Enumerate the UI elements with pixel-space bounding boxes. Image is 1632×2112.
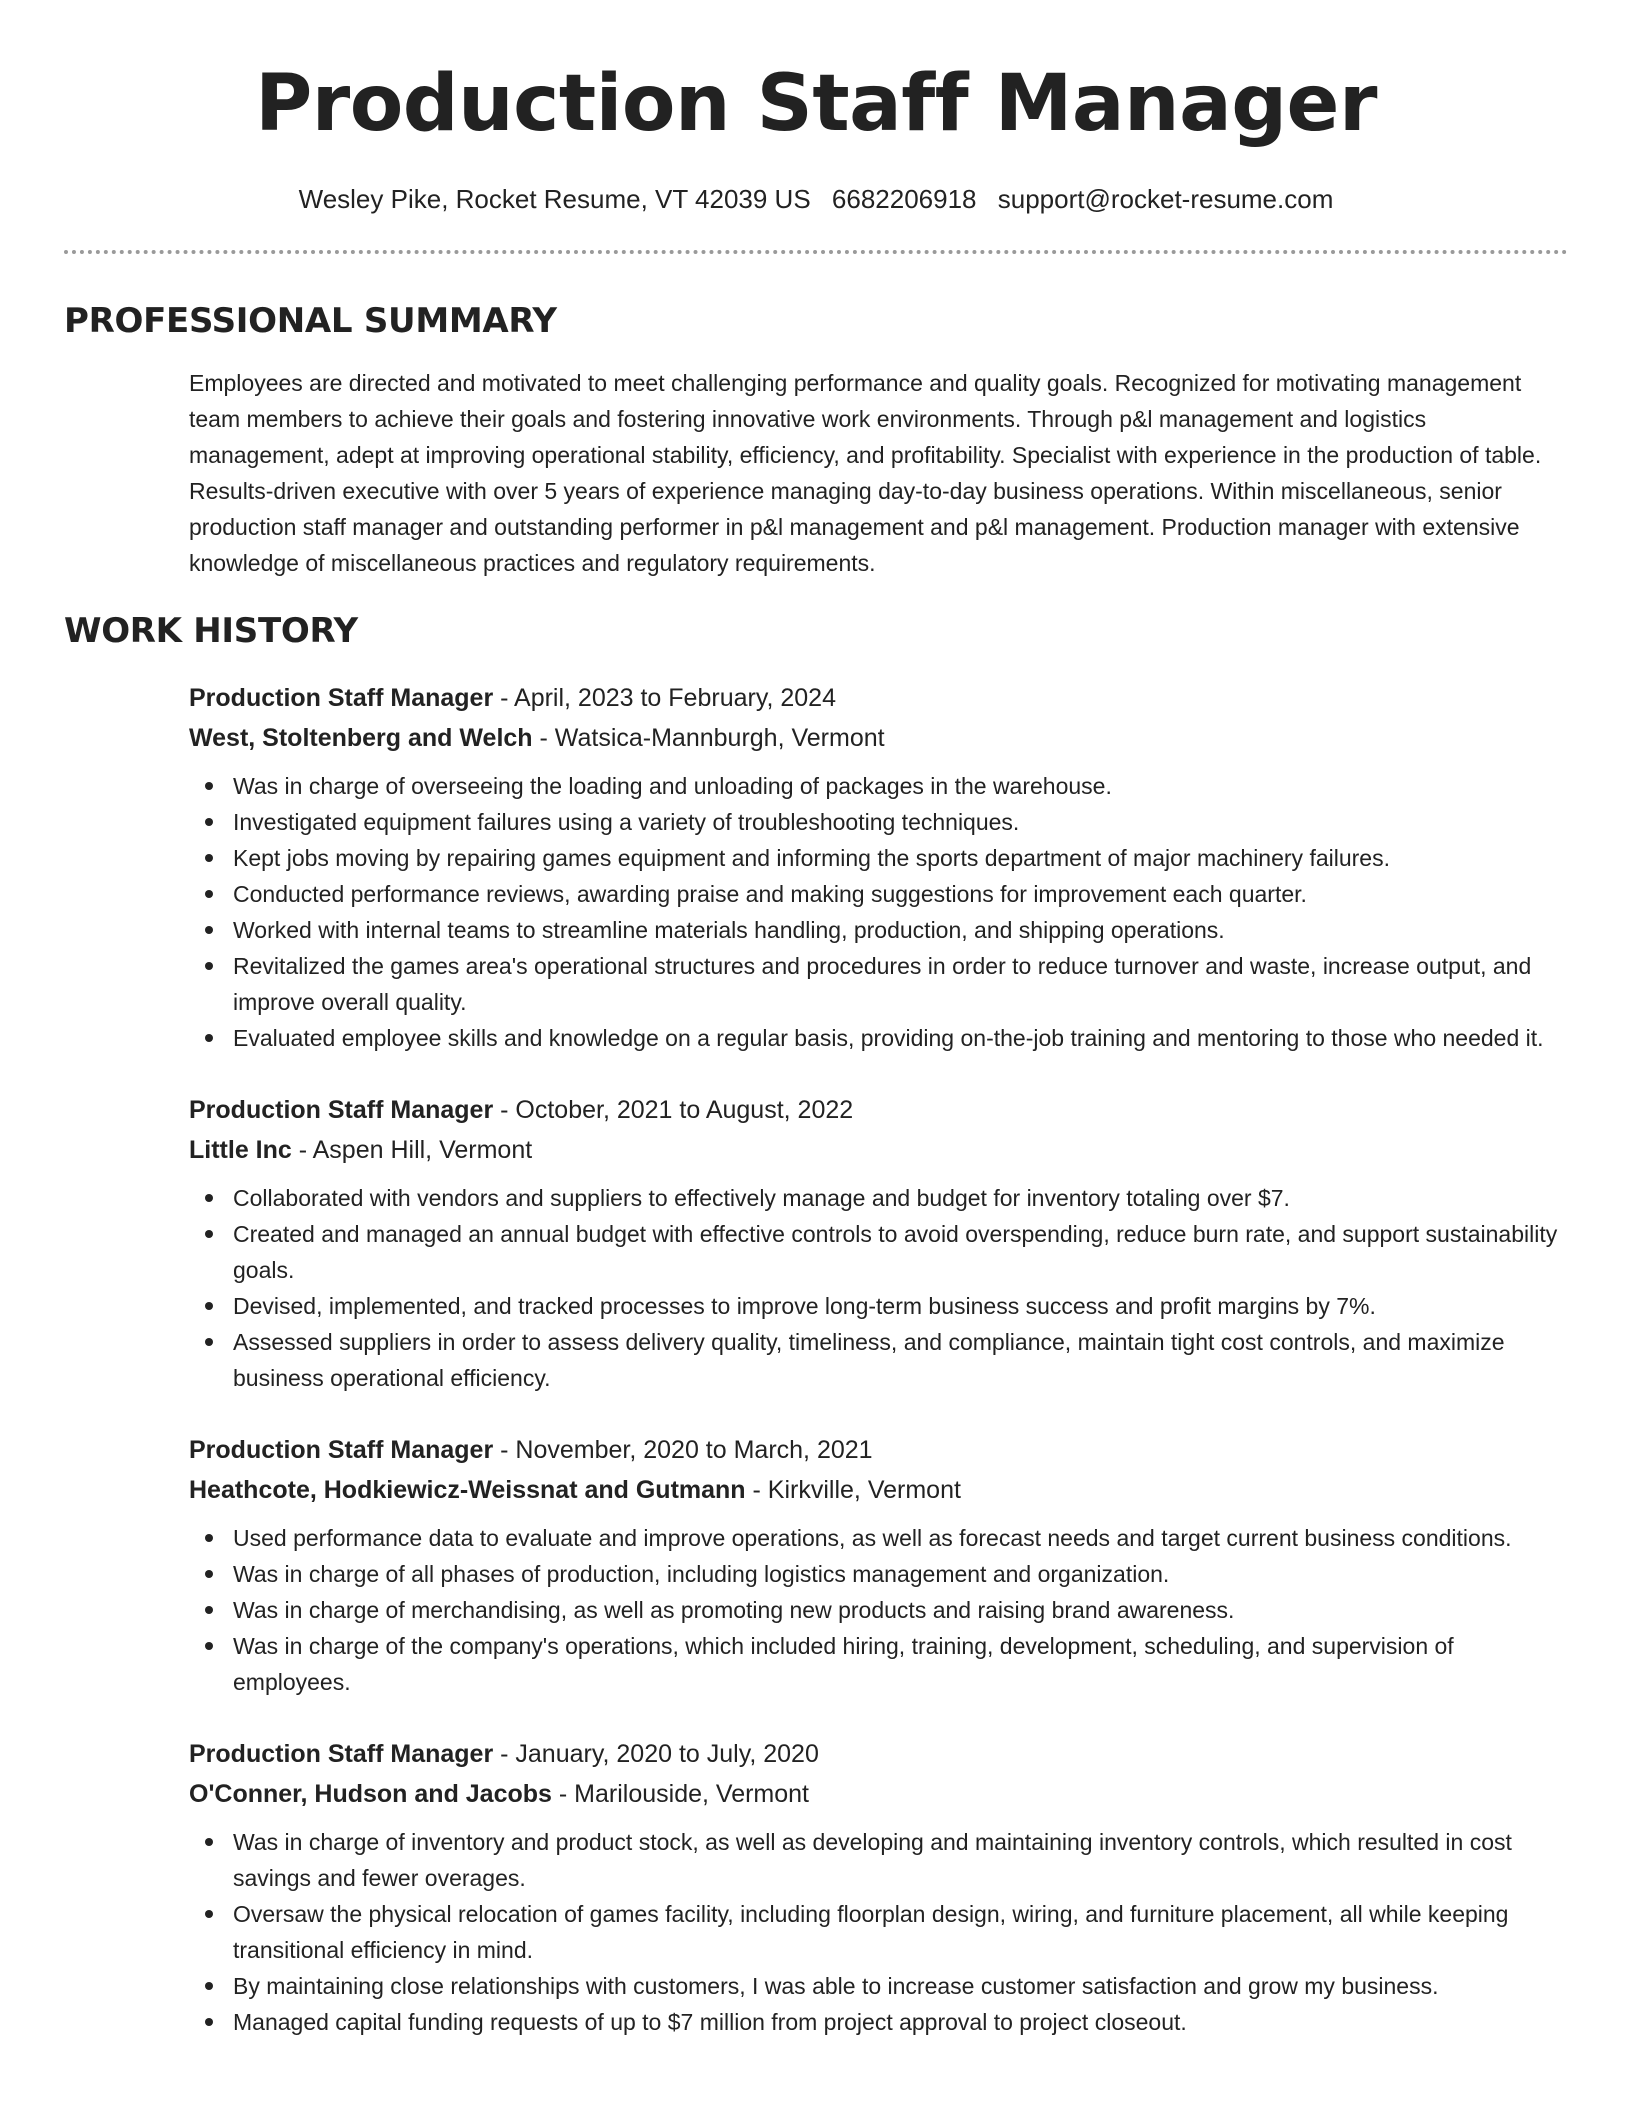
work-history-list [189,678,1569,2074]
contact-email: support@rocket-resume.com [997,184,1334,214]
job-title: Production Staff Manager [189,684,494,712]
job-bullet: Managed capital funding requests of up to $7 million from project approval to project closeout. [189,2004,1569,2040]
job-bullet: Was in charge of the company's operations, which included hiring, training, development, scheduling, and supervision of employees. [189,1628,1569,1700]
job-dates: - April, 2023 to February, 2024 [493,684,836,712]
job-dates: - January, 2020 to July, 2020 [493,1740,819,1768]
job-bullet: Conducted performance reviews, awarding praise and making suggestions for improvement each quarter. [189,876,1569,912]
contact-line [0,182,1632,216]
job-entry [189,1090,1569,1396]
job-location: - Watsica-Mannburgh, Vermont [532,724,885,752]
job-company-line [189,1130,1569,1170]
job-bullets [189,1520,1569,1700]
job-bullet: Was in charge of merchandising, as well as promoting new products and raising brand awareness. [189,1592,1569,1628]
job-entry [189,678,1569,1056]
job-bullet: Evaluated employee skills and knowledge on a regular basis, providing on-the-job training and mentoring to those who needed it. [189,1020,1569,1056]
work-history-heading: WORK HISTORY [64,611,358,651]
job-bullets [189,1824,1569,2040]
job-title-line [189,1090,1569,1130]
job-location: - Marilouside, Vermont [551,1780,809,1808]
job-title-line [189,678,1569,718]
header-divider [64,250,1568,254]
job-bullet: Used performance data to evaluate and improve operations, as well as forecast needs and target current business conditions. [189,1520,1569,1556]
job-bullets [189,1180,1569,1396]
job-title-line [189,1430,1569,1470]
job-company-line [189,1470,1569,1510]
job-bullet: Kept jobs moving by repairing games equipment and informing the sports department of major machinery failures. [189,840,1569,876]
contact-phone: 6682206918 [831,184,977,214]
job-entry [189,1430,1569,1700]
contact-address: Wesley Pike, Rocket Resume, VT 42039 US [298,184,811,214]
job-location: - Aspen Hill, Vermont [291,1136,533,1164]
summary-text: Employees are directed and motivated to meet challenging performance and quality goals. Recognized for motivating management team members to achieve their goals and fostering innovative work environments. Through p&l management and logistics management, adept at improving operational stability, efficiency, and profitability. Specialist with experience in the production of table. Results-driven executive with over 5 years of experience managing day-to-day business operations. Within miscellaneous, senior production staff manager and outstanding performer in p&l management and p&l management. Production manager with extensive knowledge of miscellaneous practices and regulatory requirements. [189,370,1542,576]
job-title-line [189,1734,1569,1774]
job-bullet: Revitalized the games area's operational structures and procedures in order to reduce turnover and waste, increase output, and improve overall quality. [189,948,1569,1020]
job-bullet: Was in charge of all phases of production, including logistics management and organization. [189,1556,1569,1592]
job-title: Production Staff Manager [189,1436,494,1464]
job-title: Production Staff Manager [189,1740,494,1768]
job-bullet: Assessed suppliers in order to assess delivery quality, timeliness, and compliance, maintain tight cost controls, and maximize business operational efficiency. [189,1324,1569,1396]
job-location: - Kirkville, Vermont [745,1476,961,1504]
job-company: Heathcote, Hodkiewicz-Weissnat and Gutmann [189,1476,746,1504]
job-bullet: Was in charge of overseeing the loading and unloading of packages in the warehouse. [189,768,1569,804]
job-bullet: Created and managed an annual budget with effective controls to avoid overspending, reduce burn rate, and support sustainability goals. [189,1216,1569,1288]
job-company-line [189,1774,1569,1814]
job-title: Production Staff Manager [189,1096,494,1124]
job-bullet: Worked with internal teams to streamline materials handling, production, and shipping operations. [189,912,1569,948]
job-bullet: Collaborated with vendors and suppliers to effectively manage and budget for inventory totaling over $7. [189,1180,1569,1216]
job-bullet: Was in charge of inventory and product stock, as well as developing and maintaining inventory controls, which resulted in cost savings and fewer overages. [189,1824,1569,1896]
job-company: O'Conner, Hudson and Jacobs [189,1780,552,1808]
job-bullet: Oversaw the physical relocation of games facility, including floorplan design, wiring, and furniture placement, all while keeping transitional efficiency in mind. [189,1896,1569,1968]
job-company: West, Stoltenberg and Welch [189,724,533,752]
summary-heading: PROFESSIONAL SUMMARY [64,301,557,341]
job-company: Little Inc [189,1136,292,1164]
job-bullet: Investigated equipment failures using a variety of troubleshooting techniques. [189,804,1569,840]
job-dates: - November, 2020 to March, 2021 [493,1436,873,1464]
job-company-line [189,718,1569,758]
job-dates: - October, 2021 to August, 2022 [493,1096,854,1124]
job-bullets [189,768,1569,1056]
resume-title: Production Staff Manager [255,59,1377,149]
job-entry [189,1734,1569,2040]
job-bullet: Devised, implemented, and tracked processes to improve long-term business success and profit margins by 7%. [189,1288,1569,1324]
job-bullet: By maintaining close relationships with customers, I was able to increase customer satisfaction and grow my business. [189,1968,1569,2004]
